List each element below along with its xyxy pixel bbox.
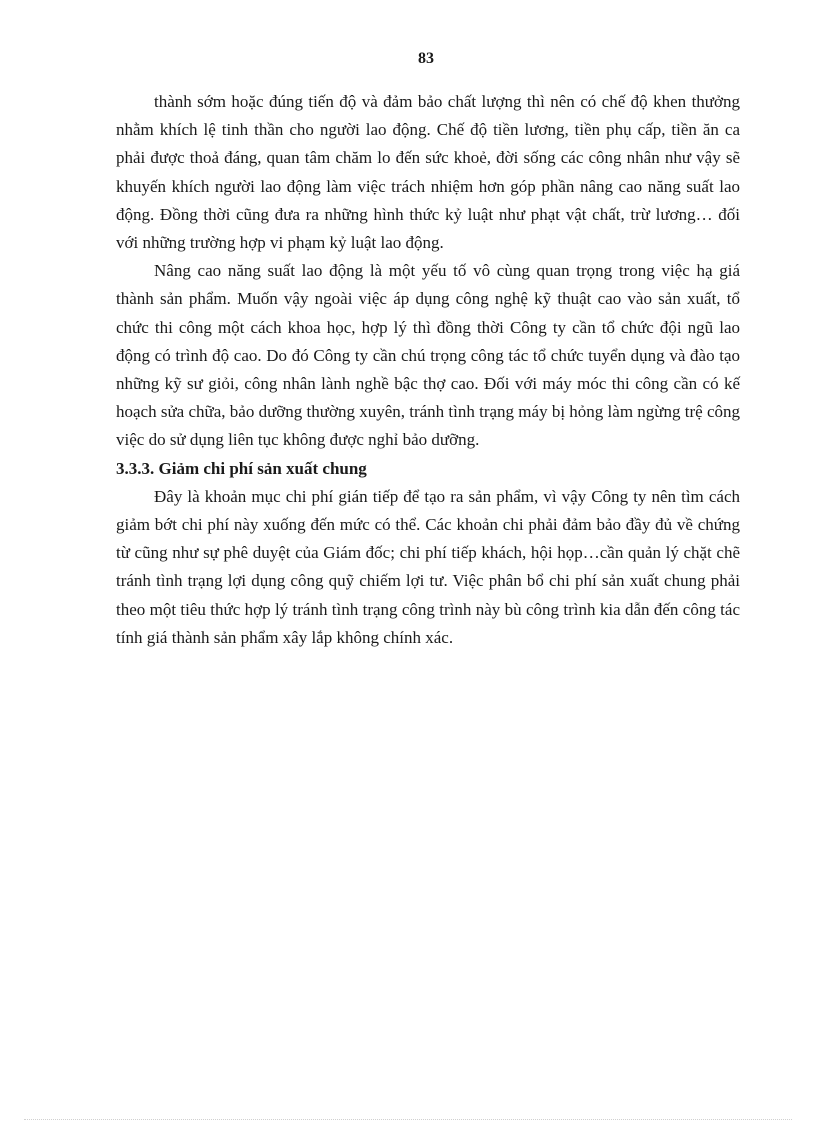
body-paragraph-3: Đây là khoản mục chi phí gián tiếp để tạo ra sản phẩm, vì vậy Công ty nên tìm cách giảm bớt chi phí này xuống đến mức có thể. Các khoản chi phải đảm bảo đầy đủ về chứng từ cũng như sự phê duyệt của Giám đốc; chi phí tiếp khách, hội họp…cần quản lý chặt chẽ tránh tình trạng lợi dụng công quỹ chiếm lợi tư. Việc phân bổ chi phí sản xuất chung phải theo một tiêu thức hợp lý tránh tình trạng công trình này bù công trình kia dẫn đến công tác tính giá thành sản phẩm xây lắp không chính xác. bbox=[116, 486, 740, 647]
body-paragraph-2: Nâng cao năng suất lao động là một yếu tố vô cùng quan trọng trong việc hạ giá thành sản phẩm. Muốn vậy ngoài việc áp dụng công nghệ kỹ thuật cao vào sản xuất, tổ chức thi công một cách khoa học, hợp lý thì đồng thời Công ty cần tổ chức đội ngũ lao động có trình độ cao. Do đó Công ty cần chú trọng công tác tổ chức tuyển dụng và đào tạo những kỹ sư giỏi, công nhân lành nghề bậc thợ cao. Đối với máy móc thi công cần có kế hoạch sửa chữa, bảo dưỡng thường xuyên, tránh tình trạng máy bị hỏng làm ngừng trệ công việc do sử dụng liên tục không được nghỉ bảo dưỡng. bbox=[116, 261, 740, 450]
body-paragraph-1: thành sớm hoặc đúng tiến độ và đảm bảo chất lượng thì nên có chế độ khen thưởng nhằm khích lệ tinh thần cho người lao động. Chế độ tiền lương, tiền phụ cấp, tiền ăn ca phải được thoả đáng, quan tâm chăm lo đến sức khoẻ, đời sống các công nhân như vậy sẽ khuyến khích người lao động làm việc trách nhiệm hơn góp phần nâng cao năng suất lao động. Đồng thời cũng đưa ra những hình thức kỷ luật như phạt vật chất, trừ lương… đối với những trường hợp vi phạm kỷ luật lao động. bbox=[116, 92, 740, 253]
page-number: 83 bbox=[418, 50, 434, 67]
page-body bbox=[116, 88, 740, 652]
section-heading: 3.3.3. Giảm chi phí sản xuất chung bbox=[116, 458, 367, 478]
footer-divider bbox=[24, 1119, 792, 1120]
